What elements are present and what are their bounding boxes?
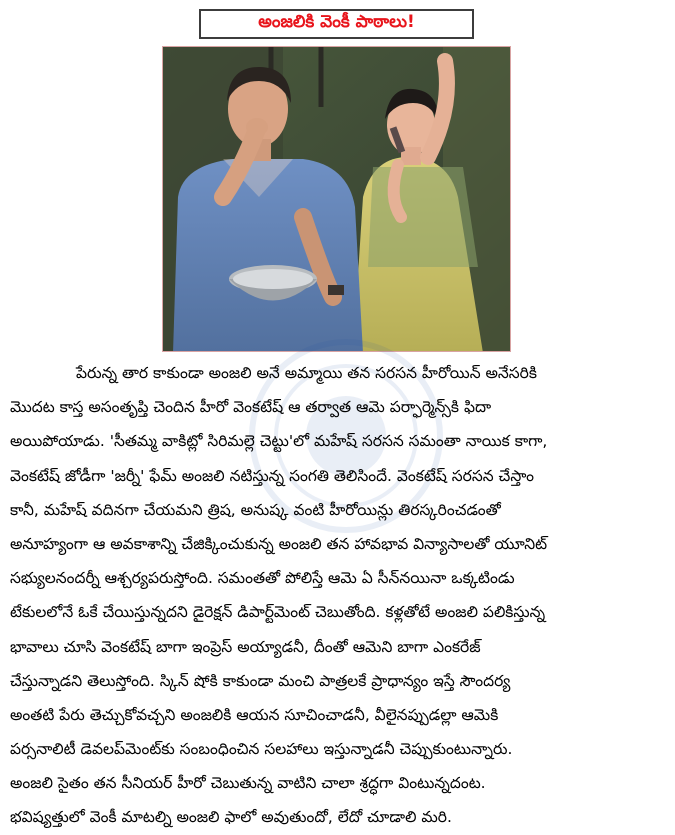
article-line: పర్సనాలిటీ డెవలప్‌మెంట్‌కు సంబంధించిన సలహాలు ఇస్తున్నాడనీ చెప్పుకుంటున్నారు. xyxy=(10,740,513,759)
article-line: మొదట కాస్త అసంతృప్తి చెందిన హీరో వెంకటేష్ ఆ తర్వాత ఆమె పర్ఫార్మెన్స్‌కి ఫిదా xyxy=(10,398,492,417)
headline: అంజలికి వెంకీ పాఠాలు! xyxy=(258,12,415,32)
article-line: టేకులలోనే ఓకే చేయిస్తున్నదని డైరెక్షన్ డిపార్ట్‌మెంట్ చెబుతోంది. కళ్లతోటే అంజలి పలికిస్తున్న xyxy=(10,603,546,622)
photo-illustration xyxy=(163,47,511,352)
article-line: చేస్తున్నాడని తెలుస్తోంది. స్కిన్ షోకి కాకుండా మంచి పాత్రలకే ప్రాధాన్యం ఇస్తే సౌందర్య xyxy=(10,671,511,690)
article-line: భవిష్యత్తులో వెంకీ మాటల్ని అంజలి ఫాలో అవుతుందో, లేదో చూడాలి మరి. xyxy=(10,808,452,827)
article-body xyxy=(10,356,665,835)
article-line: అంతటి పేరు తెచ్చుకోవచ్చని అంజలికి ఆయన సూచించాడనీ, వీలైనప్పుడల్లా ఆమెకి xyxy=(10,705,499,724)
article-photo xyxy=(162,46,511,352)
article-line: కానీ, మహేష్ వదినగా చేయమని త్రిష, అనుష్క వంటి హీరోయిన్లు తిరస్కరించడంతో xyxy=(10,500,501,519)
article-line: అంజలి సైతం తన సీనియర్ హీరో చెబుతున్న వాటిని చాలా శ్రద్ధగా వింటున్నదంట. xyxy=(10,774,486,793)
article-line: పేరున్న తార కాకుండా అంజలి అనే అమ్మాయి తన సరసన హీరోయిన్ అనేసరికి xyxy=(76,364,537,382)
headline-box xyxy=(199,9,474,39)
article-line: భావాలు చూసి వెంకటేష్ బాగా ఇంప్రెస్ అయ్యాడనీ, దీంతో ఆమెని బాగా ఎంకరేజ్ xyxy=(10,637,481,656)
article-line: అయిపోయాడు. 'సీతమ్మ వాకిట్లో సిరిమల్లె చెట్టు'లో మహేష్ సరసన సమంతా నాయిక కాగా, xyxy=(10,432,548,451)
article-line: అనూహ్యంగా ఆ అవకాశాన్ని చేజిక్కించుకున్న అంజలి తన హావభావ విన్యాసాలతో యూనిట్ xyxy=(10,534,548,553)
article-line: వెంకటేష్ జోడీగా 'జర్నీ' ఫేమ్ అంజలి నటిస్తున్న సంగతి తెలిసిందే. వెంకటేష్ సరసన చేస్తాం xyxy=(10,466,535,485)
article-line: సభ్యులనందర్నీ ఆశ్చర్యపరుస్తోంది. సమంతతో పోలిస్తే ఆమె ఏ సీన్‌నయినా ఒక్కటిండు xyxy=(10,569,515,588)
